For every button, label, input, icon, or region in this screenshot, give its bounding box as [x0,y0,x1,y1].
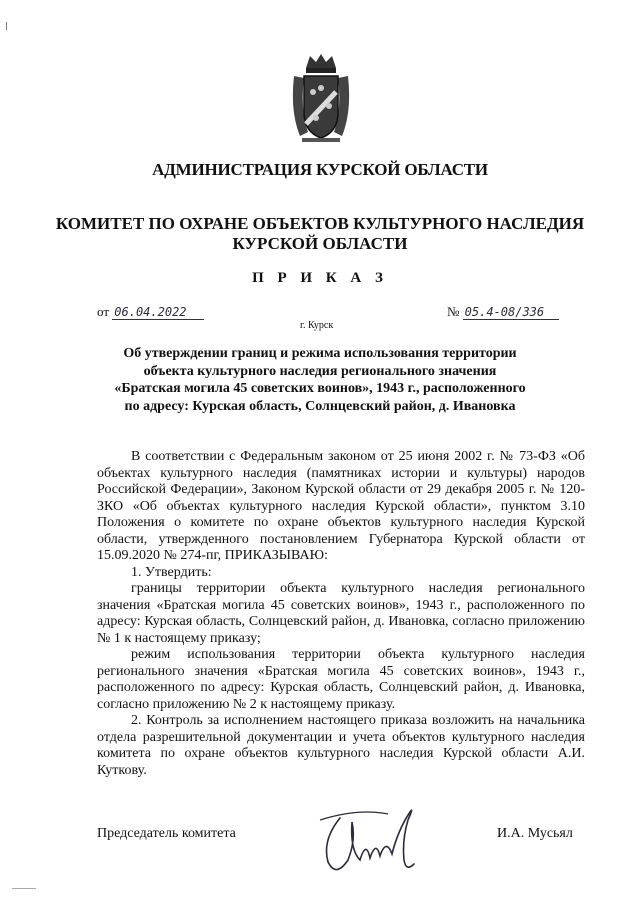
coat-of-arms-icon [288,52,354,144]
signatory-position: Председатель комитета [97,826,236,841]
title-line4: по адресу: Курская область, Солнцевский район, д. Ивановка [124,398,516,414]
date-prefix: от [97,304,110,319]
order-title [0,345,640,415]
preamble-paragraph: В соответствии с Федеральным законом от 25 июня 2002 г. № 73-ФЗ «Об объектах культурного наследия (памятниках истории и культуры) народов Российской Федерации», Законом Курской области от 29 декабря 2005 г. № 120-ЗКО «Об объектах культурного наследия Курской области», пунктом 3.10 Положения о комитете по охране объектов культурного наследия Курской области, утвержденного постановлением Губернатора Курской области от 15.09.2020 № 274-пг, ПРИКАЗЫВАЮ: [97,449,585,563]
date-value: 06.04.2022 [112,305,204,320]
title-line1: Об утверждении границ и режима использования территории [123,346,517,361]
item-1-heading: 1. Утвердить: [131,564,212,580]
scan-mark [6,22,7,30]
committee-heading-line1: КОМИТЕТ ПО ОХРАНЕ ОБЪЕКТОВ КУЛЬТУРНОГО НАСЛЕДИЯ [55,214,585,233]
number-value: 05.4-08/336 [463,305,559,320]
page-edge-mark [12,888,36,889]
order-number [447,304,559,320]
order-date [97,304,204,320]
item-1-boundaries: границы территории объекта культурного наследия регионального значения «Братская могила 45 советских воинов», 1943 г., расположенного по адресу: Курская область, Солнцевский район, д. Ивановка, согласно приложению № 1 к настоящему приказу; [97,581,585,646]
signatory-name: И.А. Мусьял [497,826,573,841]
order-body [97,449,585,779]
handwritten-signature [318,800,438,880]
administration-heading: АДМИНИСТРАЦИЯ КУРСКОЙ ОБЛАСТИ [152,160,488,179]
committee-heading-line2: КУРСКОЙ ОБЛАСТИ [232,234,408,253]
item-2-control: 2. Контроль за исполнением настоящего приказа возложить на начальника отдела разрешительной документации и учета объектов культурного наследия комитета по охране объектов культурного наследия Курской области А.И. Куткову. [97,713,585,778]
number-prefix: № [447,304,460,319]
committee-heading [0,214,640,254]
document-type: П Р И К А З [252,270,388,286]
title-line2: объекта культурного наследия регионального значения [143,363,497,379]
item-1-regime: режим использования территории объекта культурного наследия регионального значения «Братская могила 45 советских воинов», 1943 г., расположенного по адресу: Курская область, Солнцевский район, д. Ивановка, согласно приложению № 2 к настоящему приказу. [97,647,585,712]
title-line3: «Братская могила 45 советских воинов», 1943 г., расположенного [114,381,526,396]
city: г. Курск [300,320,334,331]
